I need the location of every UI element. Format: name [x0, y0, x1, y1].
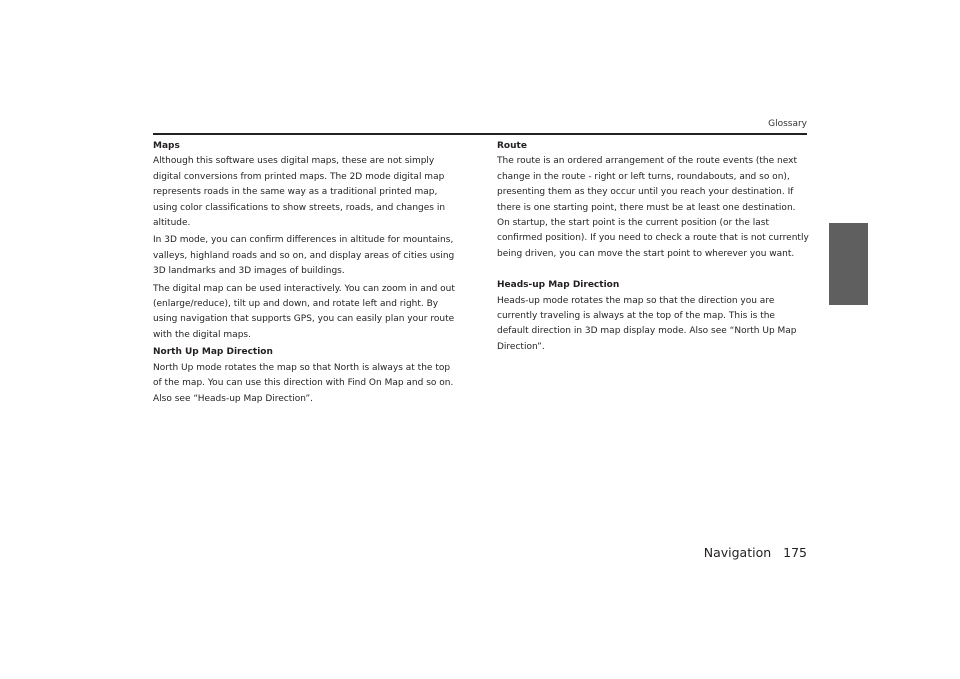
page-number: 175 — [783, 545, 807, 560]
maps-paragraph-3: The digital map can be used interactively. You can zoom in and out (enlarge/reduce), tilt up and down, and rotate left and right. By using navigation that supports GPS, you can easily plan your route with the digital maps. — [153, 283, 455, 340]
right-column — [497, 139, 809, 357]
route-paragraph: The route is an ordered arrangement of the route events (the next change in the route - right or left turns, roundabouts, and so on), presenting them as they occur until you reach your destination. If there is one starting point, there must be at least one destination. On startup, the start point is the current position (or the last confirmed position). If you need to check a route that is not currently being driven, you can move the start point to wherever you want. — [497, 156, 809, 259]
heads-up-paragraph: Heads-up mode rotates the map so that the direction you are currently traveling is always at the top of the map. This is the default direction in 3D map display mode. Also see “North Up Map Direction”. — [497, 295, 797, 352]
maps-paragraph-1: Although this software uses digital maps, these are not simply digital conversions from printed maps. The 2D mode digital map represents roads in the same way as a traditional printed map, using color classifications to show streets, roads, and changes in altitude. — [153, 156, 446, 229]
page-footer — [704, 545, 807, 560]
chapter-side-tab — [829, 223, 868, 305]
north-up-heading: North Up Map Direction — [153, 347, 273, 358]
header-divider — [153, 133, 807, 135]
left-column — [153, 139, 458, 409]
maps-heading: Maps — [153, 141, 180, 151]
heads-up-heading: Heads-up Map Direction — [497, 280, 620, 291]
running-header-section: Glossary — [768, 119, 807, 129]
footer-chapter: Navigation — [703, 545, 772, 560]
north-up-paragraph: North Up mode rotates the map so that North is always at the top of the map. You can use this direction with Find On Map and so on. Also see “Heads-up Map Direction”. — [153, 362, 454, 404]
section-spacer — [497, 264, 809, 278]
route-heading: Route — [497, 141, 527, 151]
maps-paragraph-2: In 3D mode, you can confirm differences in altitude for mountains, valleys, highland roads and so on, and display areas of cities using 3D landmarks and 3D images of buildings. — [153, 235, 455, 277]
